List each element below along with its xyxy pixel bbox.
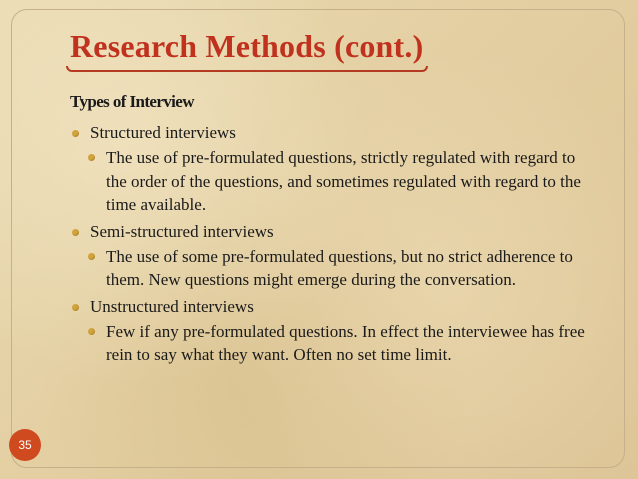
bullet-item <box>70 296 610 318</box>
sub-bullet-text: Few if any pre-formulated questions. In effect the interviewee has free rein to say what they want. Often no set time limit. <box>106 321 585 364</box>
slide-title: Research Methods (cont.) <box>70 28 424 64</box>
bullet-icon <box>88 328 95 335</box>
bullet-icon <box>72 130 79 137</box>
bullet-label: Unstructured interviews <box>90 296 254 316</box>
bullet-icon <box>72 304 79 311</box>
bullet-icon <box>88 154 95 161</box>
sub-bullet-item <box>70 245 586 292</box>
page-number-badge: 35 <box>9 429 41 461</box>
title-underline <box>66 66 428 72</box>
subheading: Types of Interview <box>70 92 194 111</box>
sub-bullet-text: The use of some pre-formulated questions, but no strict adherence to them. New questions might emerge during the conversation. <box>106 246 573 289</box>
bullet-icon <box>88 253 95 260</box>
sub-bullet-text: The use of pre-formulated questions, strictly regulated with regard to the order of the questions, and sometimes regulated with regard to the time available. <box>106 148 581 214</box>
bullet-item <box>70 122 610 144</box>
bullet-icon <box>72 229 79 236</box>
sub-bullet-item <box>70 146 586 217</box>
bullet-label: Structured interviews <box>90 123 236 142</box>
bullet-label: Semi-structured interviews <box>90 221 274 241</box>
sub-bullet-item <box>70 320 586 367</box>
slide-content <box>70 92 610 371</box>
bullet-item <box>70 221 610 243</box>
